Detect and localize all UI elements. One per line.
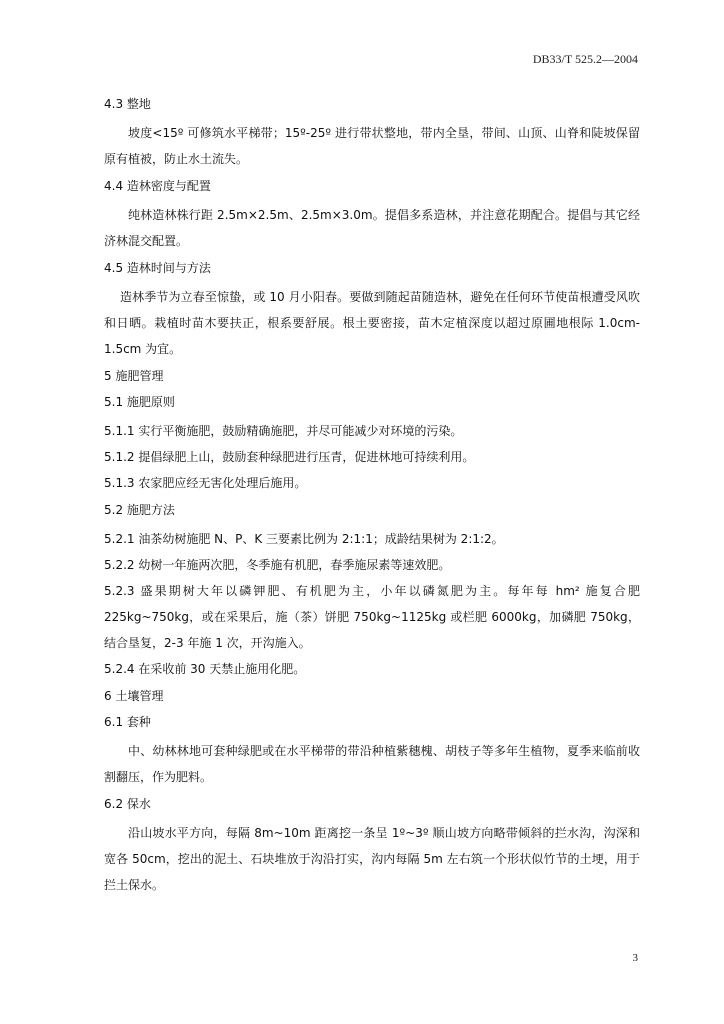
section-5-2-title: 5.2 施肥方法 xyxy=(104,503,175,517)
section-4-5-body: 造林季节为立春至惊蛰，或 10 月小阳春。要做到随起苗随造林，避免在任何环节使苗根遭受风吹和日晒。栽植时苗木要扶正，根系要舒展。根土要密接，苗木定植深度以超过原圃地根际 1.0cm-1.5cm 为宜。 xyxy=(104,290,640,356)
section-5-1-3: 5.1.3 农家肥应经无害化处理后施用。 xyxy=(104,476,307,490)
section-5-2-2: 5.2.2 幼树一年施两次肥，冬季施有机肥，春季施尿素等速效肥。 xyxy=(104,558,451,572)
document-code-header: DB33/T 525.2—2004 xyxy=(532,52,638,66)
section-6-1-title: 6.1 套种 xyxy=(104,715,151,729)
section-4-4-body: 纯林造林株行距 2.5m×2.5m、2.5m×3.0m。提倡多系造林，并注意花期配合。提倡与其它经济林混交配置。 xyxy=(104,208,640,248)
section-5-title: 5 施肥管理 xyxy=(104,369,164,383)
section-6-2-body: 沿山坡水平方向，每隔 8m~10m 距离挖一条呈 1º~3º 顺山坡方向略带倾斜的拦水沟，沟深和宽各 50cm，挖出的泥土、石块堆放于沟沿打实，沟内每隔 5m 左右筑一个形状似竹节的土埂，用于拦土保水。 xyxy=(104,826,640,892)
section-5-2-3: 5.2.3 盛果期树大年以磷钾肥、有机肥为主，小年以磷氮肥为主。每年每 hm² 施复合肥 225kg~750kg，或在采果后，施（茶）饼肥 750kg~1125kg 或栏肥 6000kg，加磷肥 750kg，结合垦复，2-3 年施 1 次，开沟施入。 xyxy=(104,584,640,650)
section-6-title: 6 土壤管理 xyxy=(104,689,164,703)
document-body xyxy=(104,96,640,898)
section-4-3-title: 4.3 整地 xyxy=(104,97,151,111)
section-6-1-body: 中、幼林林地可套种绿肥或在水平梯带的带沿种植紫穗槐、胡枝子等多年生植物，夏季来临前收割翻压，作为肥料。 xyxy=(104,744,640,784)
section-4-4-title: 4.4 造林密度与配置 xyxy=(104,179,211,193)
section-5-1-2: 5.1.2 提倡绿肥上山，鼓励套种绿肥进行压青，促进林地可持续利用。 xyxy=(104,450,475,464)
section-5-2-1: 5.2.1 油茶幼树施肥 N、P、K 三要素比例为 2:1:1；成龄结果树为 2:1:2。 xyxy=(104,532,504,546)
section-4-3-body: 坡度<15º 可修筑水平梯带；15º-25º 进行带状整地，带内全垦，带间、山顶、山脊和陡坡保留原有植被，防止水土流失。 xyxy=(104,126,640,166)
page-number: 3 xyxy=(632,952,638,964)
section-5-1-title: 5.1 施肥原则 xyxy=(104,395,175,409)
section-6-2-title: 6.2 保水 xyxy=(104,797,151,811)
section-5-1-1: 5.1.1 实行平衡施肥，鼓励精确施肥，并尽可能减少对环境的污染。 xyxy=(104,424,463,438)
section-5-2-4: 5.2.4 在采收前 30 天禁止施用化肥。 xyxy=(104,662,306,676)
section-4-5-title: 4.5 造林时间与方法 xyxy=(104,261,211,275)
